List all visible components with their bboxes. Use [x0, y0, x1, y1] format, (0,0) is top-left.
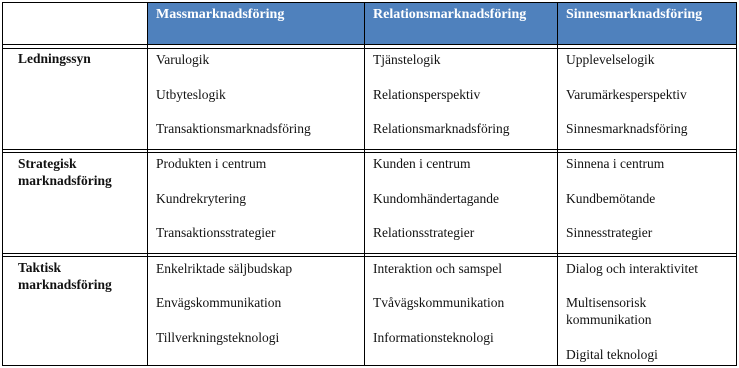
table-cell: Tjänstelogik [373, 52, 441, 67]
table-cell: Relationsmarknadsföring [373, 121, 510, 136]
table-cell: Transaktionsmarknadsföring [156, 121, 311, 136]
table-cell: Kundbemötande [566, 191, 656, 206]
table-cell: Digital teknologi [566, 347, 658, 362]
table-cell: Dialog och interaktivitet [566, 261, 698, 276]
table-cell: Sinnesmarknadsföring [566, 121, 688, 136]
table-cell: Informationsteknologi [373, 330, 494, 345]
table-cell: Tillverkningsteknologi [156, 330, 280, 345]
table-cell: Produkten i centrum [156, 156, 267, 171]
row-header-taktisk: Taktisk marknadsföring [18, 260, 112, 292]
table-cell: Kundomhändertagande [373, 191, 499, 206]
column-header-mass: Massmarknadsföring [156, 7, 285, 22]
table-cell: Sinnesstrategier [566, 225, 653, 240]
table-cell: Tvåvägskommunikation [373, 295, 505, 310]
table-cell: Enkelriktade säljbudskap [156, 261, 293, 276]
table-cell: Upplevelselogik [566, 52, 655, 67]
table-cell: Relationsstrategier [373, 225, 475, 240]
table-cell: Sinnena i centrum [566, 156, 665, 171]
table-cell: Transaktionsstrategier [156, 225, 276, 240]
table-cell: Interaktion och samspel [373, 261, 502, 276]
table-cell: Varumärkesperspektiv [566, 87, 687, 102]
table-cell: Relationsperspektiv [373, 87, 481, 102]
row-header-ledningssyn: Ledningssyn [18, 51, 91, 66]
row-header-strategisk: Strategisk marknadsföring [18, 156, 112, 188]
table-cell: Multisensorisk kommunikation [566, 295, 652, 327]
table-cell: Utbyteslogik [156, 87, 226, 102]
table-cell: Kundrekrytering [156, 191, 246, 206]
column-header-sense: Sinnesmarknadsföring [566, 7, 703, 22]
column-header-relation: Relationsmarknadsföring [373, 7, 527, 22]
table-cell: Varulogik [156, 52, 210, 67]
table-cell: Kunden i centrum [373, 156, 471, 171]
table-cell: Envägskommunikation [156, 295, 282, 310]
